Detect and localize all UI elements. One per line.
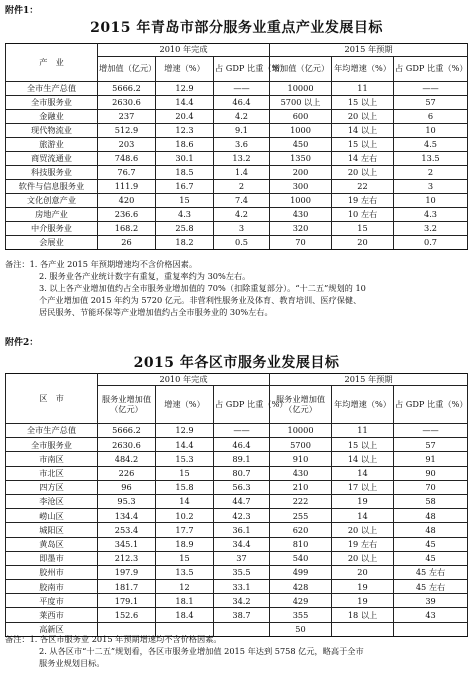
table-cell: 10 bbox=[394, 124, 468, 138]
table-cell: 197.9 bbox=[98, 565, 156, 579]
table-cell: 0.5 bbox=[214, 236, 270, 250]
table-cell: 48 bbox=[394, 523, 468, 537]
table-cell: 34.2 bbox=[214, 594, 270, 608]
table-cell: 1000 bbox=[270, 194, 332, 208]
table-cell: 3 bbox=[394, 180, 468, 194]
table-cell: 484.2 bbox=[98, 452, 156, 466]
table-cell: 0.7 bbox=[394, 236, 468, 250]
table-cell: 10 bbox=[394, 194, 468, 208]
table-header-group-2010: 2010 年完成 bbox=[98, 374, 270, 386]
table-cell: 15.3 bbox=[156, 452, 214, 466]
table-cell: 6 bbox=[394, 110, 468, 124]
table-row bbox=[6, 110, 468, 124]
table-cell: 34.4 bbox=[214, 537, 270, 551]
row-label: 会展业 bbox=[6, 236, 98, 250]
row-label: 四方区 bbox=[6, 480, 98, 494]
table-header-col: 占 GDP 比重（%） bbox=[394, 386, 468, 424]
row-label: 全市服务业 bbox=[6, 96, 98, 110]
row-label: 旅游业 bbox=[6, 138, 98, 152]
table-cell: 345.1 bbox=[98, 537, 156, 551]
table-cell: 45 左右 bbox=[394, 565, 468, 579]
annex-2-title: 2015 年各区市服务业发展目标 bbox=[133, 355, 340, 371]
table-row bbox=[6, 580, 468, 594]
table-cell: 450 bbox=[270, 138, 332, 152]
table-cell: 236.6 bbox=[98, 208, 156, 222]
table-cell: 96 bbox=[98, 480, 156, 494]
table-cell: 3 bbox=[214, 222, 270, 236]
note-line: 3. 以上各产业增加值约占全市服务业增加值的 70%（扣除重复部分）。“十二五”规划的 10 bbox=[39, 283, 366, 293]
table-row bbox=[6, 82, 468, 96]
table-cell: 15 以上 bbox=[332, 138, 394, 152]
note-line: 居民服务、节能环保等产业增加值约占全市服务业的 30%左右。 bbox=[39, 307, 273, 317]
table-cell: 19 bbox=[332, 494, 394, 508]
table-cell: 4.3 bbox=[156, 208, 214, 222]
table-cell: 253.4 bbox=[98, 523, 156, 537]
table-row bbox=[6, 551, 468, 565]
row-label: 商贸流通业 bbox=[6, 152, 98, 166]
table-header-industry: 产 业 bbox=[6, 44, 98, 82]
table-cell: 7.4 bbox=[214, 194, 270, 208]
table-cell: 26 bbox=[98, 236, 156, 250]
table-row bbox=[6, 452, 468, 466]
table-row bbox=[6, 152, 468, 166]
table-cell: 39 bbox=[394, 594, 468, 608]
table-cell: 10 左右 bbox=[332, 208, 394, 222]
table-cell: 14.4 bbox=[156, 96, 214, 110]
row-label: 即墨市 bbox=[6, 551, 98, 565]
table-cell: 14 bbox=[332, 509, 394, 523]
table-cell: —— bbox=[214, 424, 270, 438]
table-cell: 12.3 bbox=[156, 124, 214, 138]
row-label: 中介服务业 bbox=[6, 222, 98, 236]
table-header-col: 增加值（亿元） bbox=[98, 57, 156, 82]
table-cell: 15.8 bbox=[156, 480, 214, 494]
note-line: 服务业规划目标。 bbox=[39, 658, 105, 668]
table-cell: 12.9 bbox=[156, 424, 214, 438]
annex-1-title: 2015 年青岛市部分服务业重点产业发展目标 bbox=[90, 20, 383, 36]
table-cell: 134.4 bbox=[98, 509, 156, 523]
table-header-col: 占 GDP 比重（%） bbox=[214, 386, 270, 424]
table-cell: 11 bbox=[332, 82, 394, 96]
table-cell: 70 bbox=[394, 480, 468, 494]
table-cell: 2 bbox=[214, 180, 270, 194]
table-cell: 255 bbox=[270, 509, 332, 523]
table-cell: —— bbox=[214, 82, 270, 96]
table-cell: 320 bbox=[270, 222, 332, 236]
table-cell: 18.9 bbox=[156, 537, 214, 551]
table-row bbox=[6, 222, 468, 236]
table-cell: 111.9 bbox=[98, 180, 156, 194]
row-label: 全市服务业 bbox=[6, 438, 98, 452]
annex-1-notes bbox=[5, 258, 467, 318]
row-label: 城阳区 bbox=[6, 523, 98, 537]
row-label: 莱西市 bbox=[6, 608, 98, 622]
table-cell: 20 以上 bbox=[332, 523, 394, 537]
table-cell: 14.4 bbox=[156, 438, 214, 452]
table-cell: 15 bbox=[332, 222, 394, 236]
table-cell: 50 bbox=[270, 622, 332, 636]
table-cell: 9.1 bbox=[214, 124, 270, 138]
table-cell: 5700 以上 bbox=[270, 96, 332, 110]
table-cell: 22 bbox=[332, 180, 394, 194]
table-cell: 12 bbox=[156, 580, 214, 594]
row-label: 李沧区 bbox=[6, 494, 98, 508]
table-cell: 17.7 bbox=[156, 523, 214, 537]
table-cell: 4.2 bbox=[214, 208, 270, 222]
table-row bbox=[6, 608, 468, 622]
table-cell: 620 bbox=[270, 523, 332, 537]
table-cell: 46.4 bbox=[214, 96, 270, 110]
table-cell: 430 bbox=[270, 208, 332, 222]
row-label: 胶州市 bbox=[6, 565, 98, 579]
table-cell: 89.1 bbox=[214, 452, 270, 466]
row-label: 房地产业 bbox=[6, 208, 98, 222]
table-cell: 13.5 bbox=[394, 152, 468, 166]
table-cell: 168.2 bbox=[98, 222, 156, 236]
table-cell: 3.6 bbox=[214, 138, 270, 152]
table-cell: 15 bbox=[156, 466, 214, 480]
table-cell: 46.4 bbox=[214, 438, 270, 452]
table-cell: 36.1 bbox=[214, 523, 270, 537]
table-row bbox=[6, 509, 468, 523]
table-cell: 212.3 bbox=[98, 551, 156, 565]
table-cell: 12.9 bbox=[156, 82, 214, 96]
table-cell: 80.7 bbox=[214, 466, 270, 480]
table-cell: 95.3 bbox=[98, 494, 156, 508]
annex-2-label: 附件2： bbox=[5, 338, 39, 348]
table-cell: 10000 bbox=[270, 82, 332, 96]
table-cell: 1000 bbox=[270, 124, 332, 138]
table-header-col: 占 GDP 比重（%） bbox=[214, 57, 270, 82]
table-cell: 4.2 bbox=[214, 110, 270, 124]
table-cell: 20 bbox=[332, 236, 394, 250]
table-row bbox=[6, 96, 468, 110]
table-cell: 18 以上 bbox=[332, 608, 394, 622]
table-cell: 14 以上 bbox=[332, 124, 394, 138]
row-label: 现代物流业 bbox=[6, 124, 98, 138]
note-line: 2. 服务业各产业统计数字有重复，重复率约为 30%左右。 bbox=[39, 271, 251, 281]
table-cell: 19 左右 bbox=[332, 194, 394, 208]
annex-1-table bbox=[5, 43, 468, 250]
table-cell: 18.4 bbox=[156, 608, 214, 622]
table-header-col: 占 GDP 比重（%） bbox=[394, 57, 468, 82]
table-cell: 57 bbox=[394, 438, 468, 452]
table-cell: 30.1 bbox=[156, 152, 214, 166]
table-header-col: 年均增速（%） bbox=[332, 386, 394, 424]
table-cell: 420 bbox=[98, 194, 156, 208]
table-cell: 20 以上 bbox=[332, 551, 394, 565]
table-cell: 179.1 bbox=[98, 594, 156, 608]
table-cell: 430 bbox=[270, 466, 332, 480]
table-cell: 18.1 bbox=[156, 594, 214, 608]
note-line: 个产业增加值 2015 年约为 5720 亿元。非营利性服务业及体育、教育培训、医疗保健、 bbox=[39, 295, 362, 305]
row-label: 胶南市 bbox=[6, 580, 98, 594]
table-cell: 20 bbox=[332, 565, 394, 579]
table-cell: 18.6 bbox=[156, 138, 214, 152]
table-cell: 20.4 bbox=[156, 110, 214, 124]
table-cell: 14 左右 bbox=[332, 152, 394, 166]
row-label: 高新区 bbox=[6, 622, 98, 636]
row-label: 平度市 bbox=[6, 594, 98, 608]
table-header-group-2010: 2010 年完成 bbox=[98, 44, 270, 57]
table-cell: 19 左右 bbox=[332, 537, 394, 551]
table-cell: 19 bbox=[332, 594, 394, 608]
table-cell: 4.5 bbox=[394, 138, 468, 152]
table-cell: 5666.2 bbox=[98, 424, 156, 438]
table-cell: 45 bbox=[394, 537, 468, 551]
table-cell: 44.7 bbox=[214, 494, 270, 508]
table-row bbox=[6, 124, 468, 138]
table-cell: 237 bbox=[98, 110, 156, 124]
table-row bbox=[6, 208, 468, 222]
table-header-col: 年均增速（%） bbox=[332, 57, 394, 82]
row-label: 金融业 bbox=[6, 110, 98, 124]
table-cell: 33.1 bbox=[214, 580, 270, 594]
table-row bbox=[6, 594, 468, 608]
table-row bbox=[6, 565, 468, 579]
table-cell: 210 bbox=[270, 480, 332, 494]
table-row bbox=[6, 424, 468, 438]
table-cell: 19 bbox=[332, 580, 394, 594]
table-cell: 48 bbox=[394, 509, 468, 523]
table-cell: 43 bbox=[394, 608, 468, 622]
table-cell: 1350 bbox=[270, 152, 332, 166]
table-cell: 1.4 bbox=[214, 166, 270, 180]
table-cell: 11 bbox=[332, 424, 394, 438]
table-cell: 10000 bbox=[270, 424, 332, 438]
row-label: 崂山区 bbox=[6, 509, 98, 523]
table-cell: 15 bbox=[156, 551, 214, 565]
table-cell: 499 bbox=[270, 565, 332, 579]
table-cell: 355 bbox=[270, 608, 332, 622]
table-cell: 748.6 bbox=[98, 152, 156, 166]
table-cell: 18.5 bbox=[156, 166, 214, 180]
table-cell: 2630.6 bbox=[98, 438, 156, 452]
table-cell: 20 以上 bbox=[332, 110, 394, 124]
table-cell: 20 以上 bbox=[332, 166, 394, 180]
table-cell: 91 bbox=[394, 452, 468, 466]
row-label: 科技服务业 bbox=[6, 166, 98, 180]
note-line: 备注：1. 各产业 2015 年预期增速均不含价格因素。 bbox=[5, 259, 198, 269]
table-cell: 600 bbox=[270, 110, 332, 124]
table-cell: 200 bbox=[270, 166, 332, 180]
table-row bbox=[6, 438, 468, 452]
table-header-col: 增速（%） bbox=[156, 57, 214, 82]
table-cell: 58 bbox=[394, 494, 468, 508]
table-row bbox=[6, 494, 468, 508]
table-header-col: 服务业增加值（亿元） bbox=[98, 386, 156, 424]
table-header-district: 区 市 bbox=[6, 374, 98, 424]
table-header-col: 增加值（亿元） bbox=[270, 57, 332, 82]
table-cell: 45 左右 bbox=[394, 580, 468, 594]
table-cell: 300 bbox=[270, 180, 332, 194]
table-row bbox=[6, 180, 468, 194]
table-cell: 56.3 bbox=[214, 480, 270, 494]
table-row bbox=[6, 523, 468, 537]
table-cell: 428 bbox=[270, 580, 332, 594]
table-row bbox=[6, 236, 468, 250]
table-cell: 57 bbox=[394, 96, 468, 110]
table-row bbox=[6, 537, 468, 551]
table-cell: 38.7 bbox=[214, 608, 270, 622]
table-cell: 810 bbox=[270, 537, 332, 551]
table-cell: 429 bbox=[270, 594, 332, 608]
table-cell: 14 bbox=[332, 466, 394, 480]
annex-1-label: 附件1： bbox=[5, 6, 39, 16]
annex-1-table-body bbox=[6, 82, 468, 250]
table-cell: 226 bbox=[98, 466, 156, 480]
table-cell: 35.5 bbox=[214, 565, 270, 579]
table-header-group-2015: 2015 年预期 bbox=[270, 44, 468, 57]
table-cell: 37 bbox=[214, 551, 270, 565]
annex-2-notes bbox=[5, 633, 467, 669]
annex-2-table-body bbox=[6, 424, 468, 637]
table-cell: 3.2 bbox=[394, 222, 468, 236]
table-row bbox=[6, 480, 468, 494]
table-header-col: 增速（%） bbox=[156, 386, 214, 424]
row-label: 软件与信息服务业 bbox=[6, 180, 98, 194]
table-cell: 2 bbox=[394, 166, 468, 180]
table-cell: 152.6 bbox=[98, 608, 156, 622]
table-cell: 910 bbox=[270, 452, 332, 466]
table-cell: 15 以上 bbox=[332, 96, 394, 110]
table-cell: 203 bbox=[98, 138, 156, 152]
row-label: 全市生产总值 bbox=[6, 82, 98, 96]
table-row bbox=[6, 138, 468, 152]
table-cell: 14 以上 bbox=[332, 452, 394, 466]
table-cell: 512.9 bbox=[98, 124, 156, 138]
table-cell: 2630.6 bbox=[98, 96, 156, 110]
table-cell: 90 bbox=[394, 466, 468, 480]
row-label: 市南区 bbox=[6, 452, 98, 466]
note-line: 2. 从各区市“十二五”规划看，各区市服务业增加值 2015 年达到 5758 亿元，略高于全市 bbox=[39, 646, 364, 656]
table-header-group-2015: 2015 年预期 bbox=[270, 374, 468, 386]
table-cell: 18.2 bbox=[156, 236, 214, 250]
table-cell: 13.2 bbox=[214, 152, 270, 166]
note-line: 备注：1. 各区市服务业 2015 年预期增速均不含价格因素。 bbox=[5, 634, 222, 644]
table-row bbox=[6, 166, 468, 180]
table-cell: 17 以上 bbox=[332, 480, 394, 494]
table-row bbox=[6, 466, 468, 480]
row-label: 黄岛区 bbox=[6, 537, 98, 551]
table-cell: 5700 bbox=[270, 438, 332, 452]
table-cell: 15 bbox=[156, 194, 214, 208]
table-cell: 16.7 bbox=[156, 180, 214, 194]
table-row bbox=[6, 194, 468, 208]
table-cell: —— bbox=[394, 82, 468, 96]
table-cell: 540 bbox=[270, 551, 332, 565]
table-cell: 42.3 bbox=[214, 509, 270, 523]
row-label: 市北区 bbox=[6, 466, 98, 480]
table-cell: 13.5 bbox=[156, 565, 214, 579]
table-cell: 5666.2 bbox=[98, 82, 156, 96]
row-label: 全市生产总值 bbox=[6, 424, 98, 438]
table-cell: 181.7 bbox=[98, 580, 156, 594]
table-cell: 15 以上 bbox=[332, 438, 394, 452]
table-cell: 70 bbox=[270, 236, 332, 250]
table-cell: 222 bbox=[270, 494, 332, 508]
annex-2-table bbox=[5, 373, 468, 637]
table-cell: 25.8 bbox=[156, 222, 214, 236]
table-cell: 76.7 bbox=[98, 166, 156, 180]
table-cell: 10.2 bbox=[156, 509, 214, 523]
table-cell: 4.3 bbox=[394, 208, 468, 222]
table-cell: —— bbox=[394, 424, 468, 438]
table-cell: 45 bbox=[394, 551, 468, 565]
row-label: 文化创意产业 bbox=[6, 194, 98, 208]
table-header-col: 服务业增加值（亿元） bbox=[270, 386, 332, 424]
table-cell: 14 bbox=[156, 494, 214, 508]
